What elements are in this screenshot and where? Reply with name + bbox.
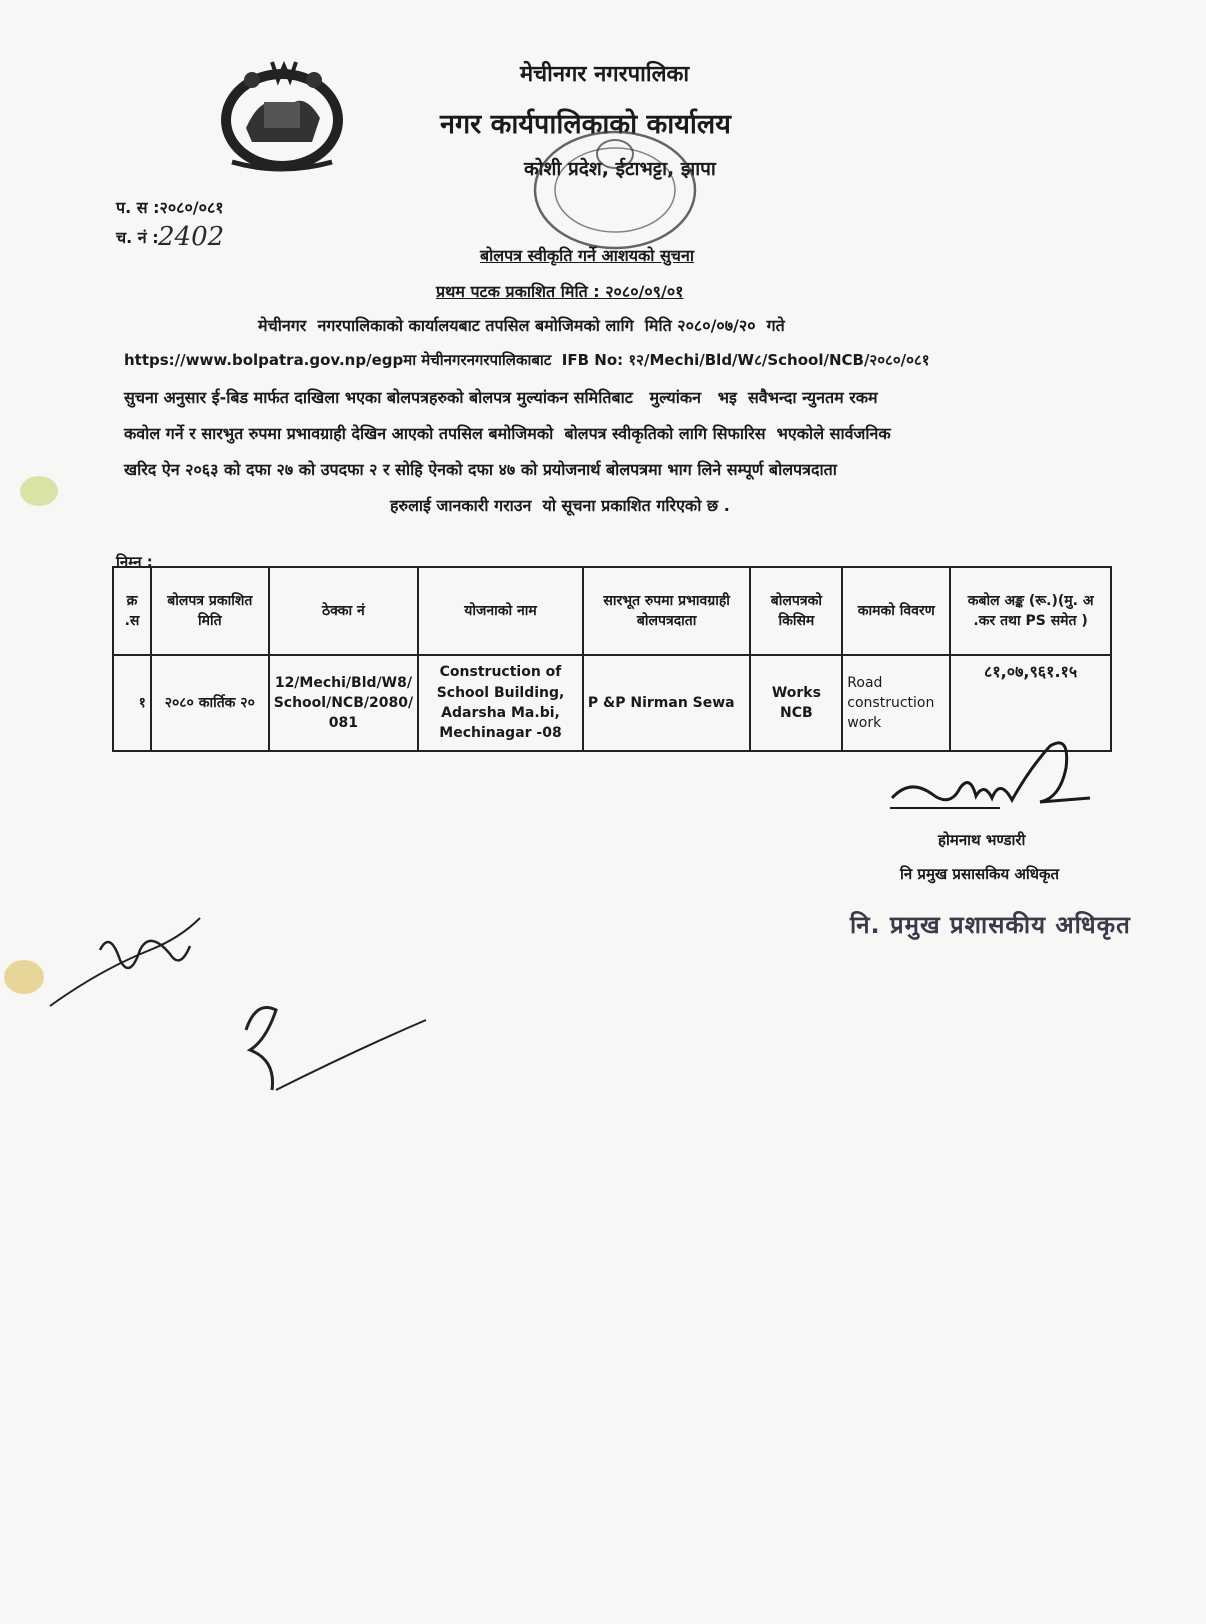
- signatory-title: नि प्रमुख प्रसासकिय अधिकृत: [900, 865, 1060, 883]
- publication-date: प्रथम पटक प्रकाशित मिति : २०८०/०९/०१: [436, 282, 684, 301]
- ch-number-label: च. नं :: [116, 228, 159, 247]
- office-seal: [520, 118, 710, 258]
- ps-number: प. स :२०८०/०८१: [116, 198, 224, 217]
- header-contract-no: ठेक्का नं: [269, 567, 419, 655]
- table-caption: निम्न :: [116, 553, 153, 571]
- table-row: [113, 655, 1111, 751]
- paragraph-line: हरुलाई जानकारी गराउन यो सूचना प्रकाशित गरिएको छ .: [390, 496, 730, 515]
- cell-project: Construction of School Building, Adarsha Ma.bi, Mechinagar -08: [418, 655, 583, 751]
- paragraph-line: खरिद ऐन २०६३ को दफा २७ को उपदफा २ र सोहि ऐनको दफा ४७ को प्रयोजनार्थ बोलपत्रमा भाग लिने सम्पूर्ण बोलपत्रदाता: [124, 460, 837, 479]
- handwritten-mark: [236, 990, 436, 1110]
- header-pub-date: बोलपत्र प्रकाशित मिति: [151, 567, 269, 655]
- handwritten-initials: [40, 910, 210, 1020]
- header-bidder: सारभूत रुपमा प्रभावग्राही बोलपत्रदाता: [583, 567, 751, 655]
- paragraph-line: मेचीनगर नगरपालिकाको कार्यालयबाट तपसिल बमोजिमको लागि मिति २०८०/०७/२० गते: [258, 316, 785, 335]
- paragraph-line: कवोल गर्ने र सारभुत रुपमा प्रभावग्राही देखिन आएको तपसिल बमोजिमको बोलपत्र स्वीकृतिको लागि सिफारिस भएकोले सार्वजनिक: [124, 424, 891, 443]
- header-project-name: योजनाको नाम: [418, 567, 583, 655]
- header-work-description: कामको विवरण: [842, 567, 950, 655]
- signatory-name: होमनाथ भण्डारी: [938, 831, 1026, 849]
- cell-date: २०८० कार्तिक २०: [151, 655, 269, 751]
- header-bid-type: बोलपत्रको किसिम: [750, 567, 842, 655]
- header-bid-amount: कबोल अङ्क (रू.)(मु. अ .कर तथा PS समेत ): [950, 567, 1111, 655]
- cell-contract: 12/Mechi/Bld/W8/School/NCB/2080/081: [269, 655, 419, 751]
- officer-signature: [880, 738, 1100, 824]
- office-name: नगर कार्यपालिकाको कार्यालय: [440, 109, 731, 140]
- government-emblem-icon: [212, 58, 352, 176]
- paragraph-line: सुचना अनुसार ई-बिड मार्फत दाखिला भएका बोलपत्रहरुको बोलपत्र मुल्यांकन समितिबाट मुल्यांकन भइ सवैभन्दा न्युनतम रकम: [124, 388, 878, 407]
- punch-hole: [20, 476, 58, 506]
- municipality-name: मेचीनगर नगरपालिका: [520, 62, 690, 87]
- cell-type: Works NCB: [750, 655, 842, 751]
- punch-hole: [4, 960, 44, 994]
- cell-bidder: P &P Nirman Sewa: [583, 655, 751, 751]
- header-sn: क्र .स: [113, 567, 151, 655]
- ch-number-handwritten: 2402: [158, 222, 225, 252]
- paragraph-line: https://www.bolpatra.gov.np/egpमा मेचीनगरनगरपालिकाबाट IFB No: १२/Mechi/Bld/W८/School/NCB/२०८०/०८१: [124, 351, 930, 369]
- cell-sn: १: [113, 655, 151, 751]
- designation-stamp: नि. प्रमुख प्रशासकीय अधिकृत: [850, 911, 1131, 939]
- cell-amount: ८१,०७,९६१.१५: [950, 655, 1111, 751]
- table-header-row: [113, 567, 1111, 655]
- office-address: कोशी प्रदेश, ईटाभट्टा, झापा: [524, 158, 716, 180]
- notice-title: बोलपत्र स्वीकृति गर्ने आशयको सुचना: [480, 246, 694, 265]
- bid-table: [112, 566, 1112, 752]
- cell-description: Road construction work: [842, 655, 950, 751]
